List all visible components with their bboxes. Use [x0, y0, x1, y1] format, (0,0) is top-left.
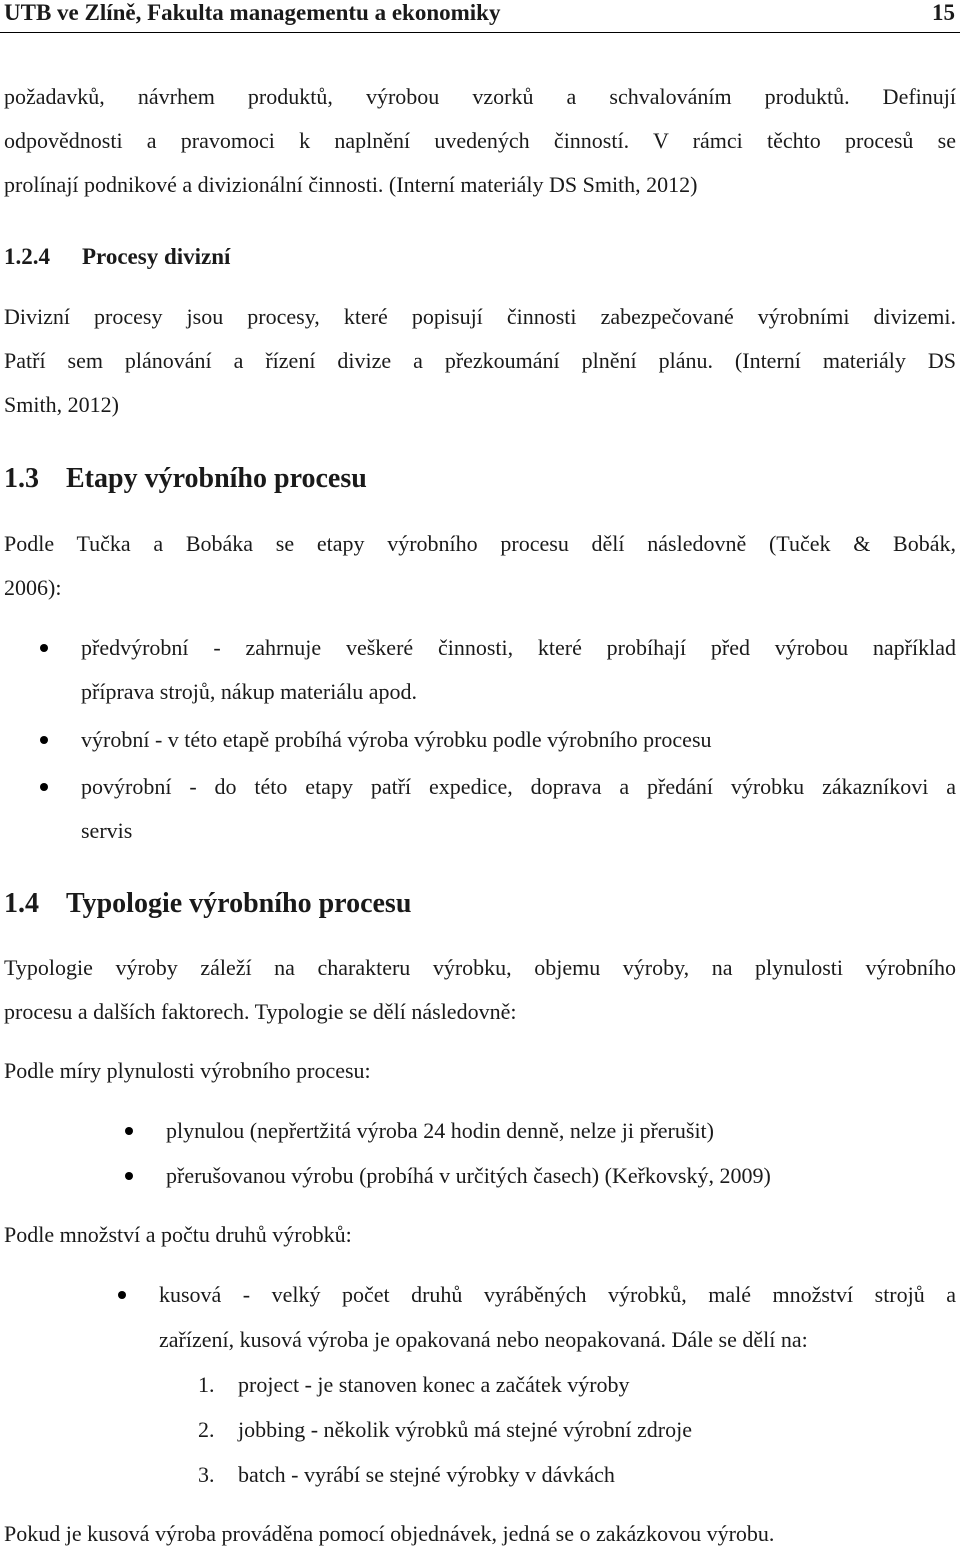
- sec13-bullet-3-line-2: servis: [81, 818, 133, 843]
- sec124-line-3: Smith, 2012): [4, 392, 119, 417]
- qty-heading: Podle množství a počtu druhů výrobků:: [4, 1222, 352, 1247]
- section-heading-1-2-4: [4, 243, 230, 271]
- sec14-line-2: procesu a dalších faktorech. Typologie se dělí následovně:: [4, 999, 517, 1024]
- page-number: 15: [932, 0, 955, 25]
- sec14-line-1: Typologie výroby záleží na charakteru výrobku, objemu výroby, na plynulosti výrobního: [4, 955, 956, 980]
- section-number: 1.4: [4, 888, 39, 919]
- sec124-line-2: Patří sem plánování a řízení divize a přezkoumání plnění plánu. (Interní materiály DS: [4, 348, 956, 373]
- bullet-icon: [125, 1172, 133, 1180]
- bullet-icon: [40, 644, 48, 652]
- bullet-icon: [40, 736, 48, 744]
- sec13-bullet-2: výrobní - v této etapě probíhá výroba výrobku podle výrobního procesu: [81, 727, 712, 752]
- section-number: 1.2.4: [4, 244, 50, 269]
- qty-bullet-line-1: kusová - velký počet druhů vyráběných výrobků, malé množství strojů a: [159, 1282, 956, 1307]
- closing-sentence: Pokud je kusová výroba prováděna pomocí objednávek, jedná se o zakázkovou výrobu.: [4, 1521, 775, 1546]
- header-title: UTB ve Zlíně, Fakulta managementu a ekonomiky: [4, 0, 501, 25]
- section-title: Typologie výrobního procesu: [66, 888, 412, 919]
- numbered-item-2: [198, 1416, 692, 1444]
- bullet-icon: [118, 1291, 126, 1299]
- flow-bullet-1: plynulou (nepřertžitá výroba 24 hodin denně, nelze ji přerušit): [166, 1118, 714, 1143]
- item-number: 2.: [198, 1417, 215, 1442]
- sec13-bullet-1-line-2: příprava strojů, nákup materiálu apod.: [81, 679, 418, 704]
- qty-bullet-line-2: zařízení, kusová výroba je opakovaná nebo neopakovaná. Dále se dělí na:: [159, 1327, 808, 1352]
- numbered-item-3: [198, 1461, 615, 1489]
- intro-line-3: prolínají podnikové a divizionální činnosti. (Interní materiály DS Smith, 2012): [4, 172, 698, 197]
- section-heading-1-4: [4, 890, 411, 918]
- bullet-icon: [40, 783, 48, 791]
- intro-line-1: požadavků, návrhem produktů, výrobou vzorků a schvalováním produktů. Definují: [4, 84, 956, 109]
- sec13-line-1: Podle Tučka a Bobáka se etapy výrobního procesu dělí následovně (Tuček & Bobák,: [4, 531, 956, 556]
- item-text: batch - vyrábí se stejné výrobky v dávkách: [238, 1462, 615, 1487]
- sec13-bullet-1-line-1: předvýrobní - zahrnuje veškeré činnosti, které probíhají před výrobou například: [81, 635, 956, 660]
- item-number: 1.: [198, 1372, 215, 1397]
- intro-line-2: odpovědnosti a pravomoci k naplnění uvedených činností. V rámci těchto procesů se: [4, 128, 956, 153]
- item-number: 3.: [198, 1462, 215, 1487]
- numbered-item-1: [198, 1371, 630, 1399]
- item-text: jobbing - několik výrobků má stejné výrobní zdroje: [238, 1417, 692, 1442]
- sec13-bullet-3-line-1: povýrobní - do této etapy patří expedice, doprava a předání výrobku zákazníkovi a: [81, 774, 956, 799]
- flow-bullet-2: přerušovanou výrobu (probíhá v určitých časech) (Keřkovský, 2009): [166, 1163, 771, 1188]
- section-number: 1.3: [4, 463, 39, 494]
- sec124-line-1: Divizní procesy jsou procesy, které popisují činnosti zabezpečované výrobními divizemi.: [4, 304, 956, 329]
- page-header: [0, 0, 960, 33]
- section-title: Etapy výrobního procesu: [66, 463, 367, 494]
- sec13-line-2: 2006):: [4, 575, 62, 600]
- section-title: Procesy divizní: [82, 244, 231, 269]
- flow-heading: Podle míry plynulosti výrobního procesu:: [4, 1058, 371, 1083]
- section-heading-1-3: [4, 465, 367, 493]
- item-text: project - je stanoven konec a začátek výroby: [238, 1372, 630, 1397]
- bullet-icon: [125, 1127, 133, 1135]
